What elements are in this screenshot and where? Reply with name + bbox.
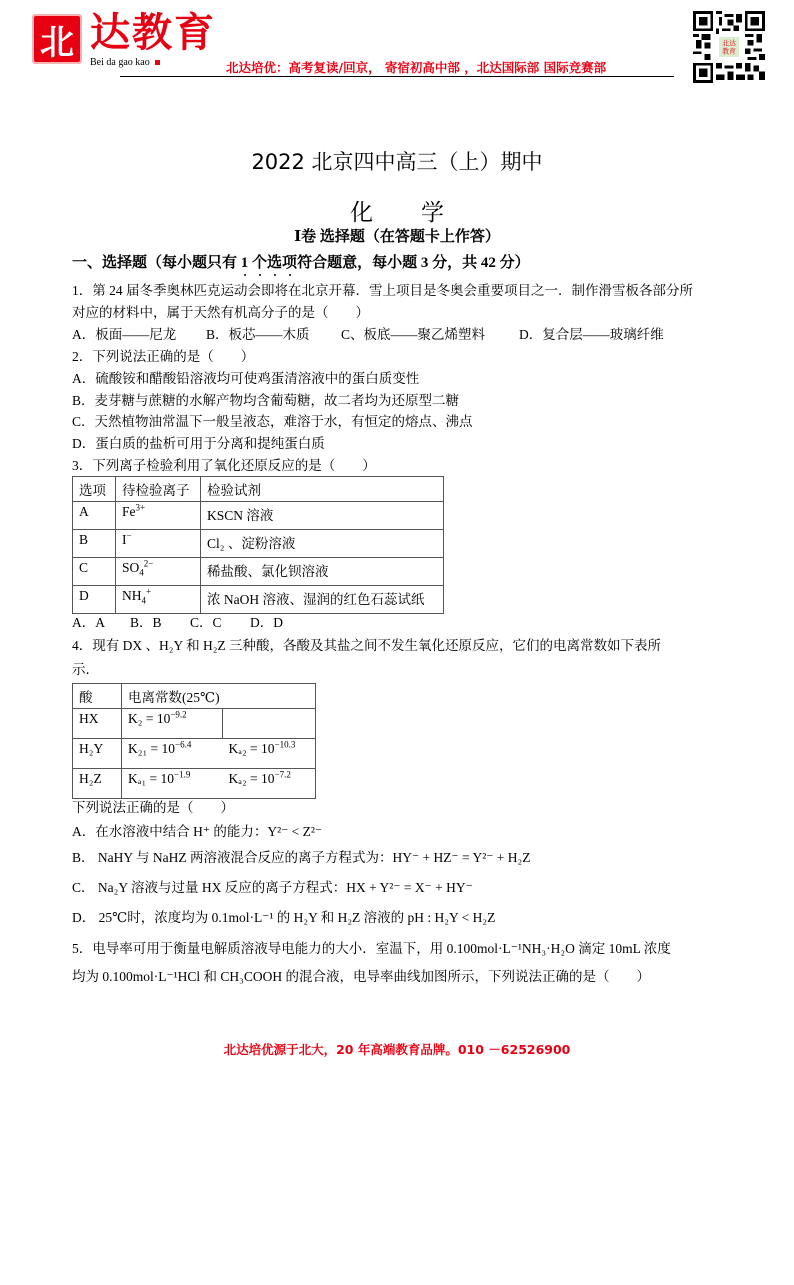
acid-cell: H₂Z	[73, 769, 122, 799]
q3-options	[72, 614, 283, 632]
q3-option-d[interactable]: D．D	[250, 615, 283, 630]
q4-option-d[interactable]: D． 25℃时，浓度均为 0.1mol·L⁻¹ 的 H₂Y 和 H₂Z 溶液的 pH : H₂Y < H₂Z	[72, 910, 496, 925]
emphasis-char: 选	[267, 255, 283, 271]
footer-slogan: 北达培优源于北大，20 年高端教育品牌。010 －62526900	[223, 1042, 571, 1057]
q3-table	[72, 476, 444, 614]
logo-pinyin	[90, 57, 160, 68]
q1-option-c[interactable]: C、板底——聚乙烯塑料	[341, 327, 486, 342]
table-row	[73, 739, 316, 769]
constant-exponent: −6.4	[175, 739, 192, 750]
table-header-cell: 电离常数(25℃)	[122, 684, 316, 709]
table-row	[73, 530, 444, 558]
ion-cell	[116, 558, 201, 586]
table-row	[73, 586, 444, 614]
table-header-cell: 选项	[73, 477, 116, 502]
constant-cell	[223, 709, 316, 739]
option-cell: C	[73, 558, 116, 586]
acid-cell: H₂Y	[73, 739, 122, 769]
q4-option-a[interactable]: A．在水溶液中结合 H⁺ 的能力：Y²⁻ < Z²⁻	[72, 824, 323, 839]
table-header-row	[73, 684, 316, 709]
q2-option-b[interactable]: B．麦芽糖与蔗糖的水解产物均含葡萄糖，故二者均为还原型二糖	[72, 393, 460, 408]
exam-title: 2022 北京四中高三（上）期中	[251, 150, 543, 174]
constant-cell	[122, 709, 223, 739]
q4-table	[72, 683, 316, 799]
section-heading	[72, 251, 530, 272]
q4-stem-line1: 4．现有 DX 、H₂Y 和 H₂Z 三种酸，各酸及其盐之间不发生氧化还原反应，它们的电离常数如下表所	[72, 638, 662, 653]
constant-cell	[223, 739, 316, 769]
svg-text:教育: 教育	[722, 47, 736, 56]
emphasis-char: 个	[252, 255, 268, 271]
table-header-cell: 待检验离子	[116, 477, 201, 502]
ion-cell	[116, 586, 201, 614]
section-suffix: 符合题意，每小题 3 分，共 42 分）	[297, 255, 530, 271]
table-header-cell: 检验试剂	[201, 477, 444, 502]
logo-pinyin-text: Bei da gao kao	[90, 57, 150, 68]
q1-option-a[interactable]: A．板面——尼龙	[72, 327, 177, 342]
ion-symbol: SO	[122, 560, 140, 575]
constant-base: Kₐ₁ = 10	[128, 771, 175, 786]
reagent-cell: 稀盐酸、氯化钡溶液	[201, 558, 444, 586]
option-cell: B	[73, 530, 116, 558]
reagent-cell: KSCN 溶液	[201, 502, 444, 530]
q3-option-b[interactable]: B．B	[130, 615, 162, 630]
emphasis-char: 项	[282, 255, 298, 271]
constant-exponent: −10.3	[274, 739, 296, 750]
table-row	[73, 558, 444, 586]
constant-base: Kₐ₂ = 10	[228, 741, 275, 756]
ion-symbol: I	[122, 532, 127, 547]
ion-symbol: Fe	[122, 504, 136, 519]
constant-exponent: −7.2	[274, 769, 291, 780]
svg-text:北达: 北达	[722, 39, 736, 48]
ion-charge: +	[146, 586, 152, 597]
constant-cell	[122, 739, 223, 769]
q2-stem: 2．下列说法正确的是（ ）	[72, 349, 255, 364]
ion-charge: −	[126, 530, 132, 541]
table-row	[73, 769, 316, 799]
reagent-cell: 浓 NaOH 溶液、湿润的红色石蕊试纸	[201, 586, 444, 614]
ion-cell	[116, 502, 201, 530]
q1-option-d[interactable]: D．复合层——玻璃纤维	[519, 327, 664, 342]
ion-charge: 2−	[143, 558, 154, 569]
constant-base: Kₐ₂ = 10	[228, 771, 275, 786]
q4-question: 下列说法正确的是（ ）	[72, 800, 234, 815]
ion-symbol: NH	[122, 588, 142, 603]
ion-subscript: 4	[139, 567, 144, 578]
logo-text: 达教育	[90, 9, 216, 56]
acid-cell: HX	[73, 709, 122, 739]
header-slogan: 北达培优：高考复读/回京， 寄宿初高中部 ，北达国际部 国际竞赛部	[226, 60, 607, 75]
logo-square-icon	[155, 60, 160, 65]
constant-exponent: −9.2	[170, 709, 187, 720]
constant-exponent: −1.9	[174, 769, 191, 780]
q5-stem-line1: 5．电导率可用于衡量电解质溶液导电能力的大小．室温下，用 0.100mol·L⁻¹NH₃·H₂O 滴定 10mL 浓度	[72, 941, 671, 956]
ion-subscript: 4	[141, 595, 146, 606]
q2-option-a[interactable]: A．硫酸铵和醋酸铅溶液均可使鸡蛋清溶液中的蛋白质变性	[72, 371, 420, 386]
q1-option-b[interactable]: B．板芯——木质	[206, 327, 310, 342]
subject-char: 化	[350, 200, 373, 226]
q2-option-d[interactable]: D．蛋白质的盐析可用于分离和提纯蛋白质	[72, 436, 325, 451]
q4-option-b[interactable]: B． NaHY 与 NaHZ 两溶液混合反应的离子方程式为：HY⁻ + HZ⁻ = Y²⁻ + H₂Z	[72, 850, 531, 865]
emphasis-char: 1	[240, 255, 249, 271]
logo-mark: 北	[32, 14, 82, 64]
q1-stem-line2: 对应的材料中，属于天然有机高分子的是（ ）	[72, 305, 369, 320]
volume-heading: Ⅰ卷 选择题（在答题卡上作答）	[294, 229, 500, 245]
q3-stem: 3．下列离子检验利用了氧化还原反应的是（ ）	[72, 458, 376, 473]
table-row	[73, 709, 316, 739]
constant-cell	[223, 769, 316, 799]
q4-stem-line2: 示．	[72, 662, 99, 677]
table-row	[73, 502, 444, 530]
qr-code-icon	[693, 11, 765, 83]
q1-options	[72, 326, 664, 344]
constant-base: K₂ = 10	[128, 711, 171, 726]
option-cell: A	[73, 502, 116, 530]
reagent-cell: Cl₂ 、淀粉溶液	[201, 530, 444, 558]
subject-char: 学	[421, 200, 444, 226]
q1-stem-line1: 1．第 24 届冬季奥林匹克运动会即将在北京开幕．雪上项目是冬奥会重要项目之一．制作滑雪板各部分所	[72, 283, 693, 298]
option-cell: D	[73, 586, 116, 614]
q3-option-a[interactable]: A．A	[72, 615, 105, 630]
table-header-row	[73, 477, 444, 502]
q2-option-c[interactable]: C．天然植物油常温下一般呈液态，难溶于水，有恒定的熔点、沸点	[72, 414, 473, 429]
ion-charge: 3+	[135, 502, 146, 513]
q4-option-c[interactable]: C． Na₂Y 溶液与过量 HX 反应的离子方程式：HX + Y²⁻ = X⁻ + HY⁻	[72, 880, 473, 895]
table-header-cell: 酸	[73, 684, 122, 709]
constant-base: K₂₁ = 10	[128, 741, 176, 756]
subject-title	[0, 194, 794, 227]
ion-cell	[116, 530, 201, 558]
q3-option-c[interactable]: C．C	[190, 615, 222, 630]
constant-cell	[122, 769, 223, 799]
q5-stem-line2: 均为 0.100mol·L⁻¹HCl 和 CH₃COOH 的混合液，电导率曲线加图所示，下列说法正确的是（ ）	[72, 969, 651, 984]
section-prefix: 一、选择题（每小题只有	[72, 255, 241, 271]
header-divider	[120, 76, 674, 77]
